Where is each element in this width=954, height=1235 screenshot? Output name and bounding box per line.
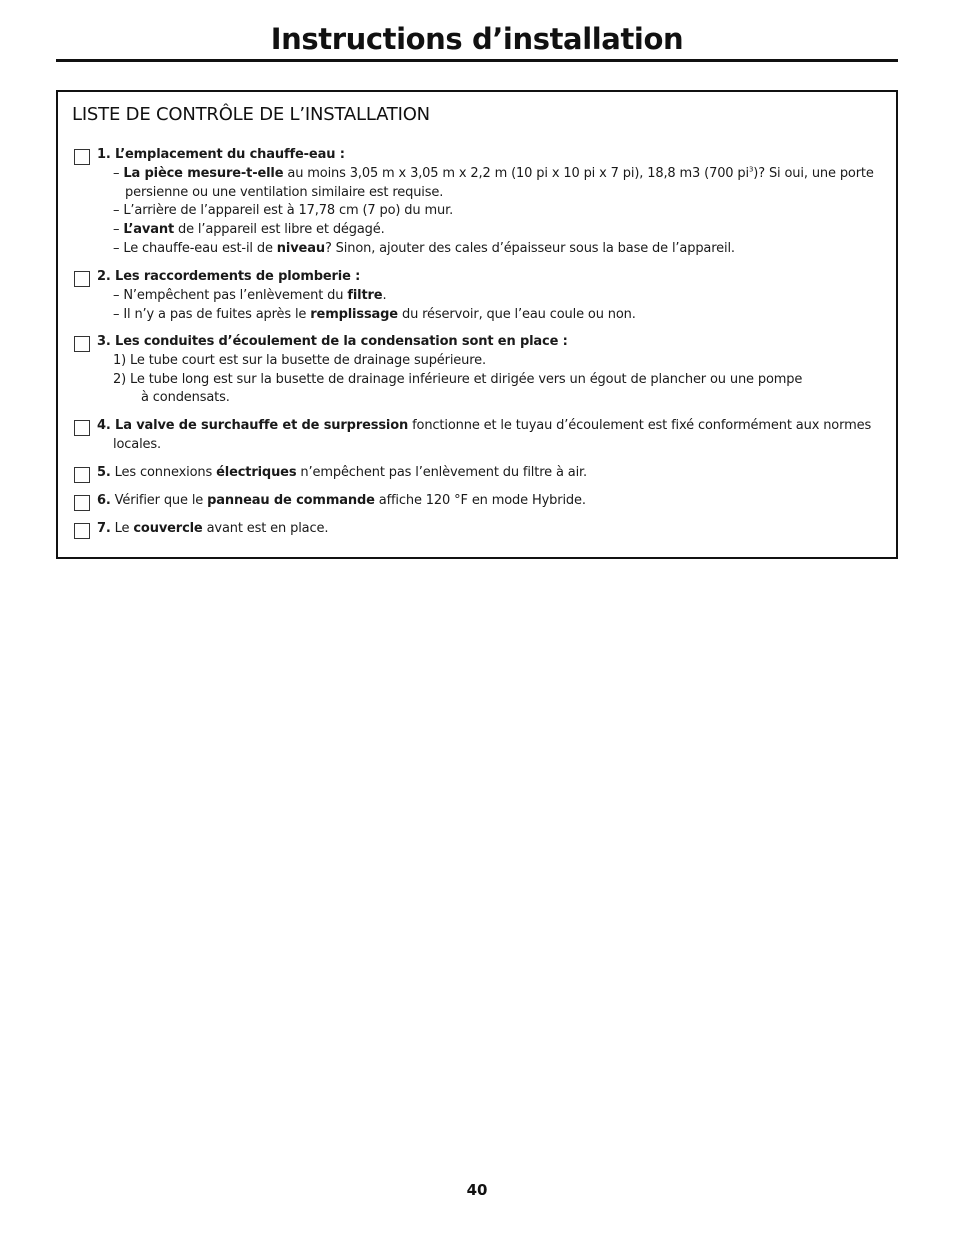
- item-4-line: 4. La valve de surchauffe et de surpression fonctionne et le tuyau d’écoulement est fixé conformément aux normes: [97, 418, 872, 433]
- checklist-item-7: [74, 520, 876, 539]
- checklist-heading: LISTE DE CONTRÔLE DE L’INSTALLATION: [72, 104, 430, 125]
- page-number: 40: [466, 1181, 488, 1199]
- checklist-item-6: [74, 492, 876, 511]
- item-2-line-a: – N’empêchent pas l’enlèvement du filtre.: [113, 287, 387, 303]
- item-5-line: 5. Les connexions électriques n’empêchent pas l’enlèvement du filtre à air.: [97, 465, 588, 480]
- checkbox-item-3[interactable]: [74, 336, 90, 352]
- checkbox-item-1[interactable]: [74, 149, 90, 165]
- item-3-line-b-cont: à condensats.: [141, 390, 230, 406]
- installation-checklist-box: [56, 90, 898, 559]
- checkbox-item-4[interactable]: [74, 420, 90, 436]
- title-rule: [56, 59, 898, 62]
- item-7-line: 7. Le couvercle avant est en place.: [97, 521, 329, 536]
- page-title: Instructions d’installation: [270, 22, 684, 56]
- checklist-item-5: [74, 464, 876, 483]
- item-4-line-cont: locales.: [113, 436, 161, 452]
- item-1-line-c: – L’avant de l’appareil est libre et dégagé.: [113, 222, 385, 238]
- checkbox-item-7[interactable]: [74, 523, 90, 539]
- checkbox-item-5[interactable]: [74, 467, 90, 483]
- item-3-line-b: 2) Le tube long est sur la busette de drainage inférieure et dirigée vers un égout de plancher ou une pompe: [113, 371, 803, 387]
- checklist-item-4: [74, 417, 876, 455]
- item-1-line-b: – L’arrière de l’appareil est à 17,78 cm (7 po) du mur.: [113, 203, 454, 219]
- item-6-line: 6. Vérifier que le panneau de commande affiche 120 °F en mode Hybride.: [97, 493, 586, 508]
- item-2-title: 2. Les raccordements de plomberie :: [97, 269, 361, 284]
- item-1-line-a: – La pièce mesure-t-elle au moins 3,05 m x 3,05 m x 2,2 m (10 pi x 10 pi x 7 pi), 18,8 m3 (700 $pi^3$)? Si oui, une porte: [113, 165, 874, 181]
- item-1-title: 1. L’emplacement du chauffe-eau :: [97, 147, 345, 162]
- item-3-title: 3. Les conduites d’écoulement de la condensation sont en place :: [97, 334, 568, 349]
- checklist-item-3: [74, 333, 876, 408]
- checkbox-item-2[interactable]: [74, 271, 90, 287]
- item-3-line-a: 1) Le tube court est sur la busette de drainage supérieure.: [113, 352, 486, 368]
- checklist-item-2: [74, 268, 876, 324]
- item-1-line-d: – Le chauffe-eau est-il de niveau? Sinon, ajouter des cales d’épaisseur sous la base de l’appareil.: [113, 240, 735, 256]
- checkbox-item-6[interactable]: [74, 495, 90, 511]
- item-1-line-a-cont: persienne ou une ventilation similaire est requise.: [125, 184, 444, 200]
- checklist-item-1: [74, 146, 876, 259]
- item-2-line-b: – Il n’y a pas de fuites après le remplissage du réservoir, que l’eau coule ou non.: [113, 306, 636, 322]
